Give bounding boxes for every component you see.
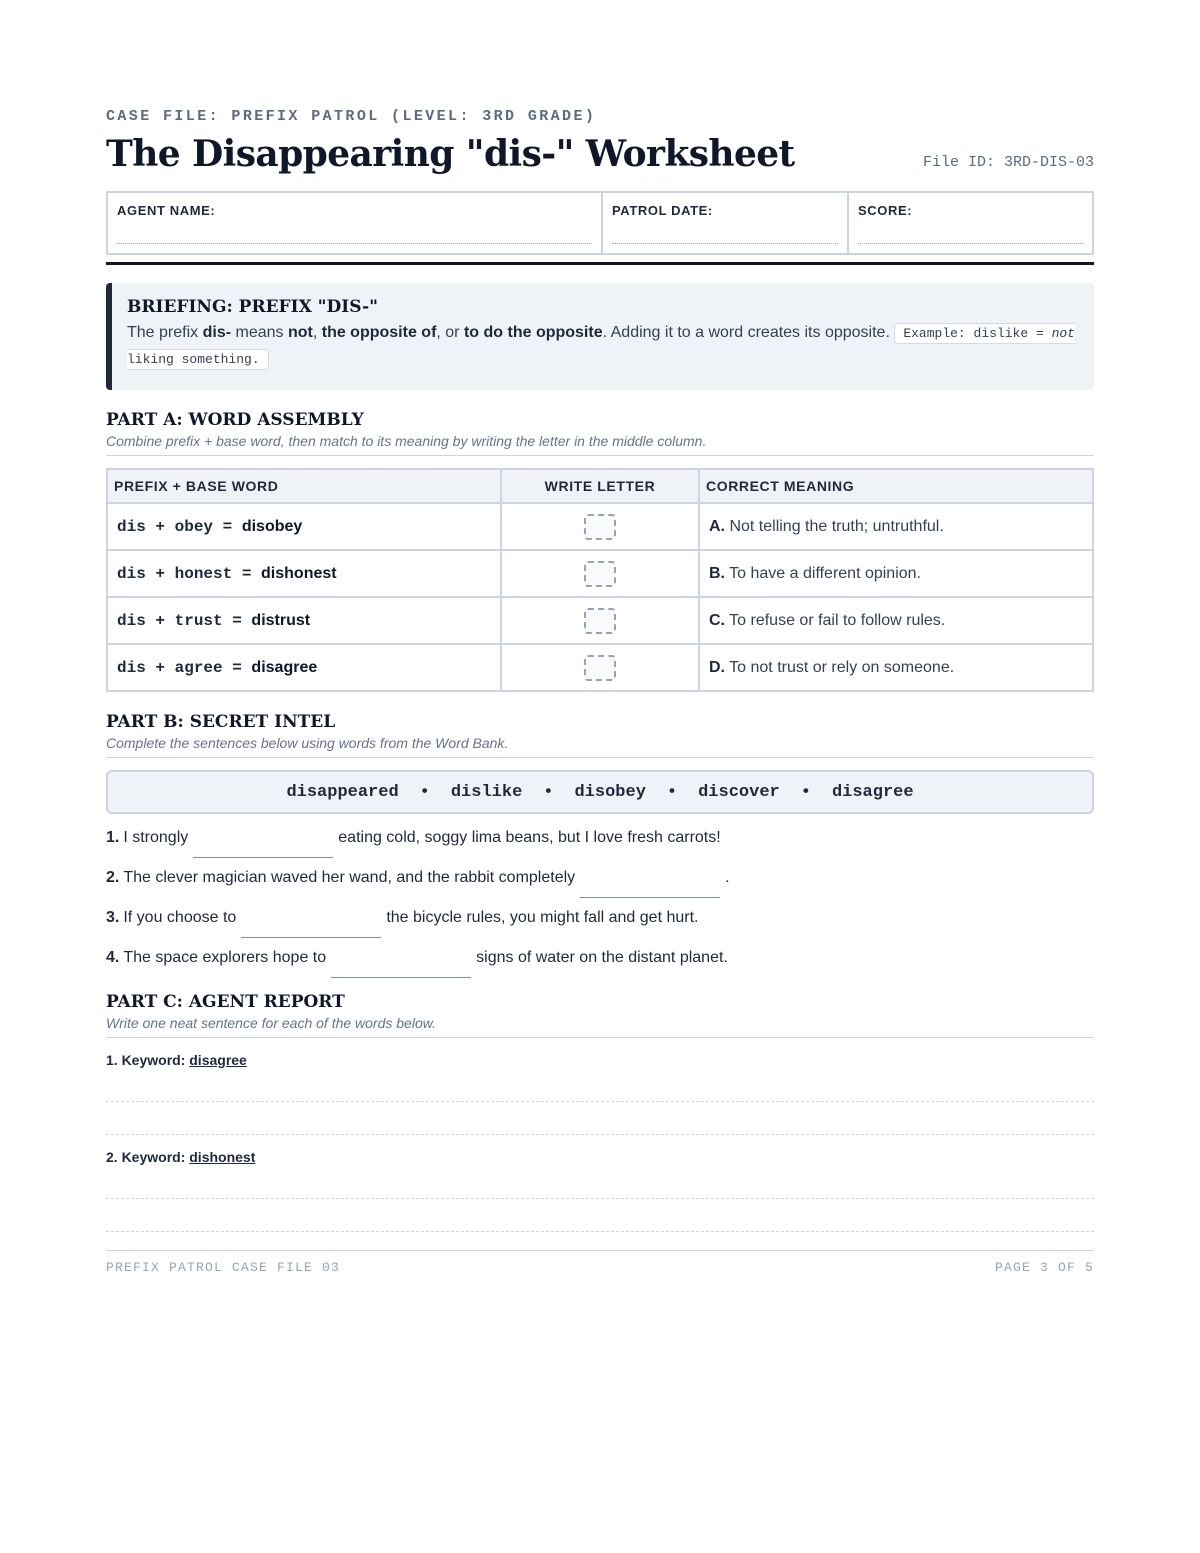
writing-line[interactable]: [106, 1165, 1094, 1199]
formula-cell: dis + agree = disagree: [107, 644, 501, 691]
part-a-title: PART A: WORD ASSEMBLY: [106, 410, 364, 430]
patrol-date-label: PATROL DATE:: [612, 203, 713, 218]
footer-left: PREFIX PATROL CASE FILE 03: [106, 1260, 341, 1275]
answer-blank[interactable]: [241, 913, 381, 938]
agent-name-field[interactable]: [108, 193, 603, 253]
part-c-title: PART C: AGENT REPORT: [106, 992, 345, 1012]
word-bank-separator: •: [666, 782, 678, 802]
case-label: CASE FILE: PREFIX PATROL (LEVEL: 3RD GRADE): [106, 108, 597, 125]
sentence-item: 1. I strongly eating cold, soggy lima beans, but I love fresh carrots!: [106, 818, 1094, 858]
header-divider: [106, 262, 1094, 265]
word-bank-separator: •: [800, 782, 811, 802]
letter-cell: [501, 597, 699, 644]
sentence-item: 3. If you choose to the bicycle rules, you might fall and get hurt.: [106, 898, 1094, 938]
agent-name-label: AGENT NAME:: [117, 203, 216, 218]
word-bank-item: discover: [698, 782, 780, 802]
score-field[interactable]: [849, 193, 1092, 253]
answer-blank[interactable]: [193, 833, 333, 858]
page-title: The Disappearing "dis-" Worksheet: [106, 133, 795, 175]
part-b-section: [106, 712, 1094, 978]
writing-line[interactable]: [106, 1068, 1094, 1102]
letter-cell: [501, 550, 699, 597]
keyword-block: [106, 1052, 1094, 1135]
sentence-item: 2. The clever magician waved her wand, and the rabbit completely .: [106, 858, 1094, 898]
answer-blank[interactable]: [331, 953, 471, 978]
word-bank-separator: •: [543, 782, 554, 802]
word-bank-item: disagree: [831, 782, 914, 802]
keyword-block: [106, 1149, 1094, 1232]
answer-blank[interactable]: [580, 873, 720, 898]
table-row: [107, 550, 1093, 597]
file-id: File ID: 3RD-DIS-03: [922, 154, 1094, 171]
formula-cell: dis + obey = disobey: [107, 503, 501, 550]
letter-answer-box[interactable]: [584, 561, 616, 587]
meaning-cell: D. To not trust or rely on someone.: [699, 644, 1093, 691]
agent-info-table: [106, 191, 1094, 255]
table-row: [107, 644, 1093, 691]
formula-cell: dis + trust = distrust: [107, 597, 501, 644]
footer-page-number: PAGE 3 OF 5: [994, 1260, 1094, 1275]
briefing-text: The prefix dis- means not, the opposite of, or to do the opposite. Adding it to a word creates its opposite. Example: dislike = not liking something.: [127, 320, 1076, 372]
word-bank: [106, 770, 1094, 814]
word-bank-item: disappeared: [286, 782, 399, 802]
example-code: Example: dislike = not liking something.: [127, 323, 1075, 370]
title-row: [106, 129, 1094, 177]
writing-line[interactable]: [106, 1102, 1094, 1135]
patrol-date-line: [612, 243, 838, 244]
part-b-subtitle: Complete the sentences below using words from the Word Bank.: [106, 735, 1094, 758]
keyword-label: 1. Keyword: disagree: [106, 1052, 247, 1068]
sentence-list: [106, 818, 1094, 978]
letter-cell: [501, 503, 699, 550]
word-bank-separator: •: [419, 782, 430, 802]
meaning-cell: A. Not telling the truth; untruthful.: [699, 503, 1093, 550]
column-header: CORRECT MEANING: [699, 469, 1093, 503]
score-label: SCORE:: [858, 203, 913, 218]
formula-cell: dis + honest = dishonest: [107, 550, 501, 597]
part-a-section: [106, 410, 1094, 692]
column-header: PREFIX + BASE WORD: [107, 469, 501, 503]
table-header-row: [107, 469, 1093, 503]
keyword-label: 2. Keyword: dishonest: [106, 1149, 256, 1165]
score-line: [858, 243, 1083, 244]
part-c-subtitle: Write one neat sentence for each of the words below.: [106, 1015, 1094, 1038]
part-c-section: [106, 992, 1094, 1232]
table-row: [107, 503, 1093, 550]
briefing-title: BRIEFING: PREFIX "DIS-": [127, 297, 379, 317]
part-b-title: PART B: SECRET INTEL: [106, 712, 336, 732]
letter-answer-box[interactable]: [584, 514, 616, 540]
word-bank-item: dislike: [450, 782, 523, 802]
writing-line[interactable]: [106, 1199, 1094, 1232]
table-row: [107, 597, 1093, 644]
page-footer: [106, 1250, 1094, 1275]
briefing-box: [106, 283, 1094, 390]
sentence-item: 4. The space explorers hope to signs of water on the distant planet.: [106, 938, 1094, 978]
letter-cell: [501, 644, 699, 691]
meaning-cell: C. To refuse or fail to follow rules.: [699, 597, 1093, 644]
agent-name-line: [117, 243, 592, 244]
column-header: WRITE LETTER: [501, 469, 699, 503]
word-assembly-table: [106, 468, 1094, 692]
word-bank-item: disobey: [574, 782, 646, 802]
patrol-date-field[interactable]: [603, 193, 849, 253]
part-a-subtitle: Combine prefix + base word, then match to its meaning by writing the letter in the middle column.: [106, 433, 1094, 456]
letter-answer-box[interactable]: [584, 608, 616, 634]
meaning-cell: B. To have a different opinion.: [699, 550, 1093, 597]
letter-answer-box[interactable]: [584, 655, 616, 681]
